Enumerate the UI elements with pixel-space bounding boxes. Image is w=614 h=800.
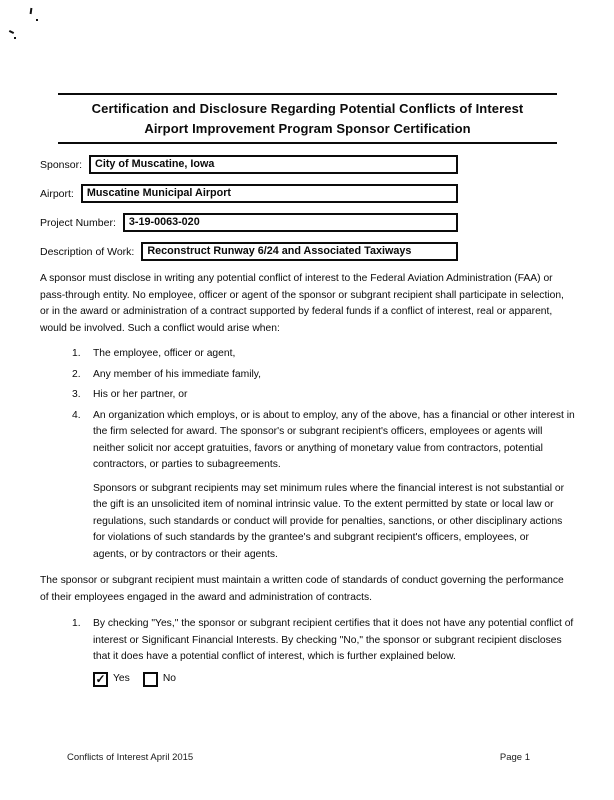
scan-artifact <box>9 30 14 34</box>
sponsor-field[interactable]: City of Muscatine, Iowa <box>89 155 458 174</box>
intro-paragraph: A sponsor must disclose in writing any potential conflict of interest to the Federal Aviation Administration (FAA) or pass-through entity. No employee, officer or agent of the sponsor or subgrant recipient shall participate in selection, or in the award or administration of a contract supported by federal funds if a conflict of interest, real or apparent, would be involved. Such a conflict would arise when: <box>40 273 564 334</box>
project-number-label: Project Number: <box>40 216 116 229</box>
list-item-number: 2. <box>72 368 81 380</box>
airport-field[interactable]: Muscatine Municipal Airport <box>81 184 458 203</box>
list-item-text: The employee, officer or agent, <box>93 348 236 359</box>
field-row-sponsor <box>40 155 458 174</box>
list-item-text: An organization which employs, or is about to employ, any of the above, has a financial or other interest in the firm selected for award. The sponsor's or subgrant recipient's officers, employees or agents will neither solicit nor accept gratuities, favors or anything of monetary value from contractors, potential contractors, or parties to subagreements. <box>93 409 575 470</box>
field-row-description-of-work <box>40 242 458 261</box>
list-item <box>72 367 575 384</box>
certification-text: By checking "Yes," the sponsor or subgrant recipient certifies that it does not have any potential conflict of interest or Significant Financial Interests. By checking "No," the sponsor or subgrant recipient discloses that it does have a potential conflict of interest, which is further explained below. <box>93 618 574 662</box>
certification-item <box>72 616 575 688</box>
code-of-conduct-paragraph: The sponsor or subgrant recipient must maintain a written code of standards of conduct governing the performance of their employees engaged in the award and administration of contracts. <box>40 575 564 603</box>
scan-artifact <box>14 37 16 39</box>
certification-text-wrap <box>93 616 575 688</box>
yes-checkbox[interactable] <box>93 672 108 687</box>
field-row-project-number <box>40 213 458 232</box>
list-item-number: 1. <box>72 348 81 359</box>
project-number-field[interactable]: 3-19-0063-020 <box>123 213 458 232</box>
scan-artifact <box>30 8 33 14</box>
yes-no-checkbox-row <box>93 672 575 688</box>
airport-label: Airport: <box>40 187 74 200</box>
field-row-airport <box>40 184 458 203</box>
list-item <box>72 408 575 474</box>
no-checkbox[interactable] <box>143 672 158 687</box>
document-title-block <box>58 93 557 144</box>
description-of-work-field[interactable]: Reconstruct Runway 6/24 and Associated Taxiways <box>141 242 458 261</box>
checkmark-icon: ✓ <box>95 672 106 686</box>
list-item <box>72 387 575 404</box>
description-of-work-label: Description of Work: <box>40 245 135 258</box>
list-item-number: 1. <box>72 618 81 629</box>
no-label: No <box>162 673 176 685</box>
list-item-text: His or her partner, or <box>93 389 188 400</box>
certification-list <box>40 616 575 688</box>
sponsor-label: Sponsor: <box>40 158 83 171</box>
list-item <box>72 346 575 363</box>
footer-document-id: Conflicts of Interest April 2015 <box>67 752 194 763</box>
minimum-rules-paragraph: Sponsors or subgrant recipients may set minimum rules where the financial interest is not substantial or the gift is an unsolicited item of nominal intrinsic value. To the extent permitted by state or local law or regulations, such standards or conduct will provide for penalties, sanctions, or other disciplinary actions for violations of such standards by the grantee's and subgrant recipient's officers, employees, or agents, or by contractors or their agents. <box>93 482 565 560</box>
conditions-list <box>40 346 575 474</box>
footer-page-number: Page 1 <box>499 752 530 763</box>
form-fields <box>40 155 458 261</box>
page-footer <box>67 752 530 763</box>
list-item-number: 4. <box>72 409 81 421</box>
list-item-text: Any member of his immediate family, <box>93 368 262 380</box>
scan-artifact <box>36 19 38 21</box>
page-subtitle: Airport Improvement Program Sponsor Certification <box>144 121 471 136</box>
yes-label: Yes <box>113 673 130 685</box>
page-title: Certification and Disclosure Regarding Potential Conflicts of Interest <box>91 101 524 116</box>
list-item-number: 3. <box>72 389 81 400</box>
